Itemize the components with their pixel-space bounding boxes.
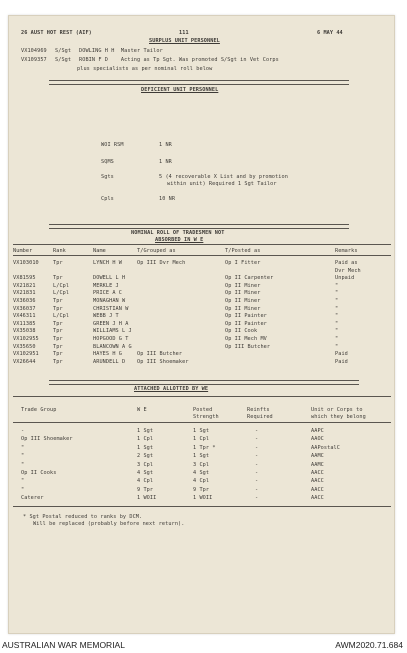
table-cell: 3 Cpl	[137, 461, 154, 468]
table-cell: VX35038	[13, 328, 36, 335]
table-cell: Tpr	[53, 328, 63, 335]
table-cell: 1 Tpr *	[193, 444, 216, 451]
col-header: W E	[137, 407, 147, 413]
table-cell: BLANCOWN A G	[93, 343, 132, 350]
table-cell: 4 Cpl	[137, 478, 154, 485]
table-cell: Dvr Mech	[335, 267, 361, 274]
deficient-note: within unit) Required 1 Sgt Tailor	[167, 181, 277, 187]
col-header: Number	[13, 248, 33, 254]
table-cell: Op II Mech MV	[225, 336, 267, 342]
catalogue-number: AWM2020.71.684	[335, 640, 403, 650]
table-cell: -	[255, 478, 259, 485]
col-header: Reinfts	[247, 407, 270, 413]
footnote: * Sgt Postal reduced to ranks by DCM.	[23, 514, 143, 520]
deficient-rank: SQMS	[101, 159, 114, 165]
table-cell: "	[335, 282, 339, 289]
surplus-note: plus specialists as per nominal roll below	[77, 66, 213, 72]
table-cell: Op II Painter	[225, 313, 267, 320]
col-header: Required	[247, 414, 273, 420]
table-cell: "	[21, 478, 25, 485]
table-cell: MONAGHAN W	[93, 298, 126, 304]
deficient-count: 1 NR	[159, 159, 172, 165]
table-cell: L/Cpl	[53, 313, 70, 320]
table-cell: 3 Cpl	[193, 461, 210, 468]
table-cell: VX26644	[13, 358, 36, 365]
table-cell: 1 Cpl	[137, 436, 154, 443]
table-cell: 9 Tpr	[193, 486, 210, 493]
table-cell: WEBB J T	[93, 313, 119, 320]
table-cell: -	[255, 436, 259, 443]
table-cell: -	[21, 428, 25, 434]
table-cell: AAMC	[311, 453, 324, 460]
col-header: Name	[93, 248, 106, 254]
table-cell: "	[21, 444, 25, 451]
col-header: Unit or Corps to	[311, 407, 363, 413]
col-header: Remarks	[335, 248, 358, 254]
rule	[13, 422, 391, 423]
table-cell: 1 Sgt	[137, 428, 154, 434]
table-cell: VX102955	[13, 336, 39, 342]
deficient-count: 1 NR	[159, 142, 172, 148]
col-header: Trade Group	[21, 407, 57, 413]
table-cell: Op II Cooks	[21, 470, 57, 476]
table-cell: "	[335, 305, 339, 312]
surplus-rank: S/Sgt	[55, 48, 72, 54]
table-cell: WILLIAMS L J	[93, 328, 132, 335]
table-cell: CHRISTIAN W	[93, 305, 129, 312]
table-cell: HAYES H G	[93, 351, 123, 358]
table-cell: Op III Dvr Mech	[137, 260, 186, 266]
rule	[13, 244, 391, 245]
table-cell: AAOC	[311, 436, 324, 443]
surplus-rank: S/Sgt	[55, 57, 72, 63]
table-cell: 1 WOII	[137, 495, 157, 502]
table-cell: VX21831	[13, 290, 36, 297]
table-cell: Op II Miner	[225, 298, 261, 304]
table-cell: LYNCH H W	[93, 260, 123, 266]
table-cell: -	[255, 461, 259, 468]
table-cell: 4 Cpl	[193, 478, 210, 485]
unit-heading: 26 AUST HOT REST (AIF)	[21, 30, 92, 36]
table-cell: AACC	[311, 470, 324, 476]
table-cell: Op III Shoemaker	[137, 358, 189, 365]
col-header: Rank	[53, 248, 66, 254]
table-cell: -	[255, 444, 259, 451]
table-cell: 4 Sgt	[193, 470, 210, 476]
deficient-count: 5 (4 recoverable X List and by promotion	[159, 174, 288, 180]
table-cell: 1 Cpl	[193, 436, 210, 443]
surplus-number: VX109357	[21, 57, 47, 63]
table-cell: 4 Sgt	[137, 470, 154, 476]
deficient-rank: Cpls	[101, 196, 114, 202]
table-cell: 1 Sgt	[193, 428, 210, 434]
table-cell: AAPostalC	[311, 444, 341, 451]
table-cell: Op II Painter	[225, 320, 267, 327]
document-page	[8, 15, 395, 634]
table-cell: Tpr	[53, 351, 63, 358]
table-cell: Tpr	[53, 336, 63, 342]
table-cell: L/Cpl	[53, 290, 70, 297]
col-header: which they belong	[311, 414, 366, 420]
divider	[49, 80, 349, 85]
table-cell: HOPGOOD G T	[93, 336, 129, 342]
table-cell: Paid	[335, 358, 348, 365]
table-cell: AACC	[311, 495, 324, 502]
table-cell: Op III Butcher	[225, 343, 271, 350]
deficient-rank: Sgts	[101, 174, 114, 180]
table-cell: -	[255, 470, 259, 476]
table-cell: AAPC	[311, 428, 324, 434]
table-cell: VX102951	[13, 351, 39, 358]
table-cell: "	[21, 486, 25, 493]
table-cell: VX36037	[13, 305, 36, 312]
table-cell: Tpr	[53, 260, 63, 266]
table-cell: Op II Cook	[225, 328, 258, 335]
section-title-deficient: DEFICIENT UNIT PERSONNEL	[141, 87, 219, 93]
table-cell: "	[335, 320, 339, 327]
deficient-rank: WOI RSM	[101, 142, 124, 148]
table-cell: VX46311	[13, 313, 36, 320]
col-header: T/Posted as	[225, 248, 261, 254]
table-cell: "	[335, 336, 339, 342]
date: 6 MAY 44	[317, 30, 343, 36]
table-cell: -	[255, 486, 259, 493]
table-cell: Op II Miner	[225, 290, 261, 297]
table-cell: Paid as	[335, 260, 358, 266]
table-cell: GREEN J H A	[93, 320, 129, 327]
table-cell: Tpr	[53, 358, 63, 365]
table-cell: AACC	[311, 478, 324, 485]
section-title-nominal: NOMINAL ROLL OF TRADESMEN NOT	[131, 230, 225, 236]
table-cell: -	[255, 495, 259, 502]
footnote: Will be replaced (probably before next return).	[33, 521, 185, 527]
table-cell: DOWELL L H	[93, 275, 126, 282]
surplus-number: VX104969	[21, 48, 47, 54]
table-cell: MERKLE J	[93, 282, 119, 289]
page-number: 111	[179, 30, 189, 36]
table-cell: -	[255, 453, 259, 460]
section-title-attached: ATTACHED ALLOTTED BY WE	[134, 386, 209, 392]
table-cell: ARUNDELL D	[93, 358, 126, 365]
table-cell: Tpr	[53, 275, 63, 282]
table-cell: Tpr	[53, 305, 63, 312]
table-cell: Paid	[335, 351, 348, 358]
table-cell: Op I Fitter	[225, 260, 261, 266]
table-cell: 1 Sgt	[193, 453, 210, 460]
table-cell: VX36036	[13, 298, 36, 304]
table-cell: AACC	[311, 486, 324, 493]
surplus-detail: DOWLING H H Master Tailor	[79, 48, 163, 54]
table-cell: Tpr	[53, 320, 63, 327]
divider	[49, 224, 349, 229]
table-cell: VX103010	[13, 260, 39, 266]
table-cell: Caterer	[21, 495, 44, 502]
table-cell: Op III Shoemaker	[21, 436, 73, 443]
table-cell: VX21821	[13, 282, 36, 289]
table-cell: L/Cpl	[53, 282, 70, 289]
table-cell: 1 Sgt	[137, 444, 154, 451]
col-header: T/Grouped as	[137, 248, 176, 254]
table-cell: Op II Miner	[225, 282, 261, 289]
archive-name: AUSTRALIAN WAR MEMORIAL	[2, 640, 125, 650]
table-cell: "	[335, 313, 339, 320]
section-title-surplus: SURPLUS UNIT PERSONNEL	[149, 38, 220, 44]
rule	[13, 255, 391, 256]
table-cell: Op III Butcher	[137, 351, 183, 358]
section-subtitle-nominal: ABSORBED IN W E	[155, 237, 204, 243]
table-cell: "	[335, 343, 339, 350]
table-cell: "	[335, 290, 339, 297]
divider	[49, 380, 359, 385]
table-cell: VX11385	[13, 320, 36, 327]
table-cell: -	[255, 428, 259, 434]
table-cell: PRICE A C	[93, 290, 123, 297]
archive-caption-bar	[0, 637, 407, 653]
table-cell: Op II Carpenter	[225, 275, 274, 282]
col-header: Posted	[193, 407, 213, 413]
table-cell: 9 Tpr	[137, 486, 154, 493]
table-cell: Tpr	[53, 343, 63, 350]
deficient-count: 10 NR	[159, 196, 176, 202]
table-cell: AAMC	[311, 461, 324, 468]
table-cell: VX35650	[13, 343, 36, 350]
table-cell: VX81595	[13, 275, 36, 282]
table-cell: 1 WOII	[193, 495, 213, 502]
table-cell: 2 Sgt	[137, 453, 154, 460]
table-cell: Op II Miner	[225, 305, 261, 312]
table-cell: "	[335, 298, 339, 304]
table-cell: Unpaid	[335, 275, 355, 282]
col-header: Strength	[193, 414, 219, 420]
surplus-detail: ROBIN F D Acting as Tp Sgt. Was promoted S/Sgt in Vet Corps	[79, 57, 279, 63]
table-cell: "	[21, 461, 25, 468]
rule	[13, 396, 391, 397]
rule	[13, 506, 391, 507]
table-cell: Tpr	[53, 298, 63, 304]
table-cell: "	[335, 328, 339, 335]
table-cell: "	[21, 453, 25, 460]
